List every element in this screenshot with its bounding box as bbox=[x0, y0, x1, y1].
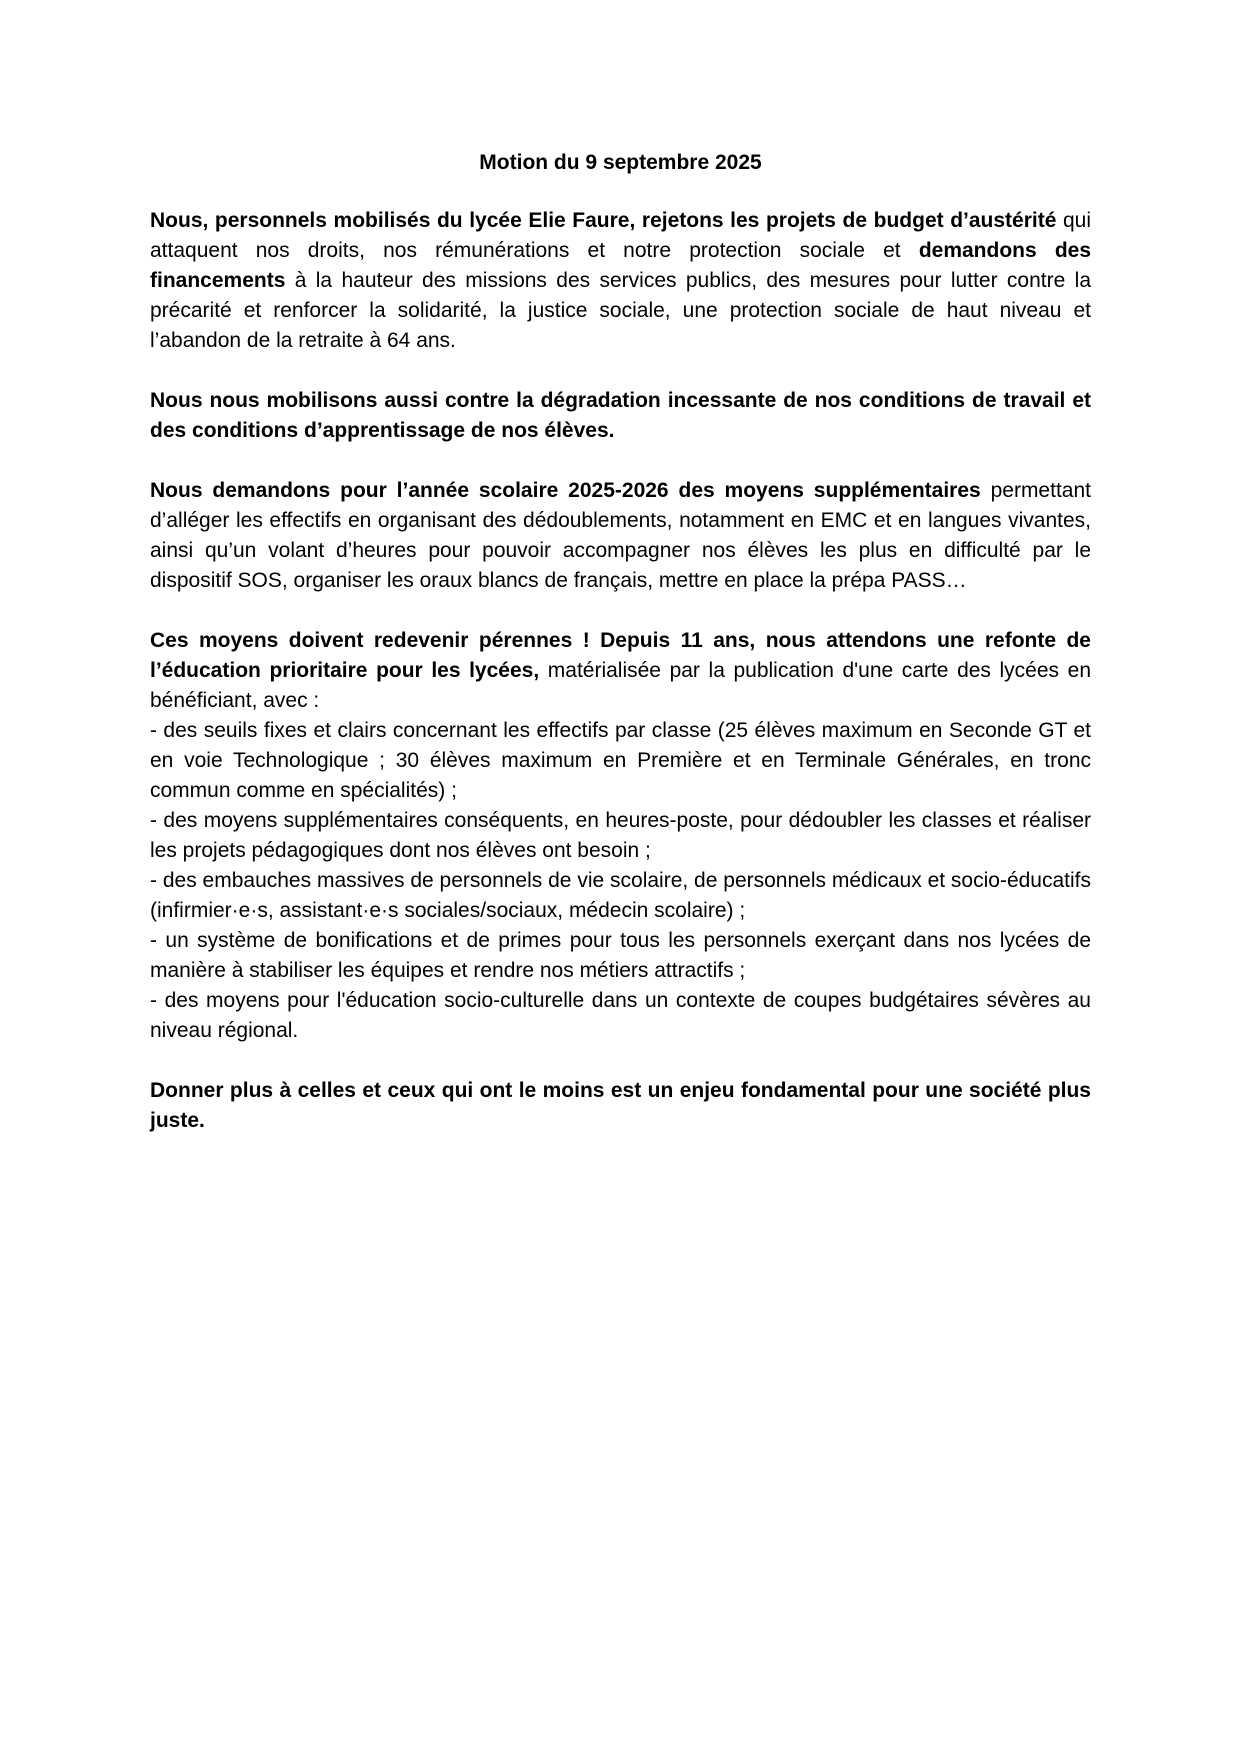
paragraph-moyens bbox=[150, 476, 1091, 596]
paragraph-moyens-text: permettant d’alléger les effectifs en organisant des dédoublements, notamment en EMC et en langues vivantes, ainsi qu’un volant d’heures pour pouvoir accompagner nos élèves les plus en difficulté par le dispositif SOS, organiser les oraux blancs de français, mettre en place la prépa PASS… bbox=[150, 479, 1091, 592]
list-item: - un système de bonifications et de primes pour tous les personnels exerçant dans nos lycées de manière à stabiliser les équipes et rendre nos métiers attractifs ; bbox=[150, 929, 1091, 982]
paragraph-conclusion: Donner plus à celles et ceux qui ont le moins est un enjeu fondamental pour une société plus juste. bbox=[150, 1079, 1091, 1132]
paragraph-education-prioritaire-text: matérialisée par la publication d'une carte des lycées en bénéficiant, avec : bbox=[150, 659, 1091, 712]
list-item: - des moyens supplémentaires conséquents, en heures-poste, pour dédoubler les classes et réaliser les projets pédagogiques dont nos élèves ont besoin ; bbox=[150, 809, 1091, 862]
paragraph-budget-text-2: à la hauteur des missions des services publics, des mesures pour lutter contre la précarité et renforcer la solidarité, la justice sociale, une protection sociale de haut niveau et l’abandon de la retraite à 64 ans. bbox=[150, 269, 1091, 352]
document-page bbox=[150, 148, 1091, 1166]
paragraph-moyens-bold: Nous demandons pour l’année scolaire 2025-2026 des moyens supplémentaires bbox=[150, 479, 981, 502]
list-item: - des seuils fixes et clairs concernant les effectifs par classe (25 élèves maximum en Seconde GT et en voie Technologique ; 30 élèves maximum en Première et en Terminale Générales, en tronc commun comme en spécialités) ; bbox=[150, 719, 1091, 802]
paragraph-budget-bold-1: Nous, personnels mobilisés du lycée Elie Faure, rejetons les projets de budget d’austérité bbox=[150, 209, 1057, 232]
paragraph-budget-bold-2: demandons des financements bbox=[150, 239, 1092, 292]
list-item: - des moyens pour l'éducation socio-culturelle dans un contexte de coupes budgétaires sévères au niveau régional. bbox=[150, 989, 1091, 1042]
paragraph-conditions: Nous nous mobilisons aussi contre la dégradation incessante de nos conditions de travail et des conditions d’apprentissage de nos élèves. bbox=[150, 389, 1091, 442]
paragraph-budget bbox=[150, 206, 1091, 356]
demands-section bbox=[150, 626, 1091, 1046]
paragraph-education-prioritaire-bold: Ces moyens doivent redevenir pérennes ! Depuis 11 ans, nous attendons une refonte de l’éducation prioritaire pour les lycées, bbox=[150, 629, 1091, 682]
paragraph-budget-text-1: qui attaquent nos droits, nos rémunérations et notre protection sociale et bbox=[150, 209, 1092, 262]
document-title: Motion du 9 septembre 2025 bbox=[479, 151, 762, 174]
list-item: - des embauches massives de personnels de vie scolaire, de personnels médicaux et socio-éducatifs (infirmier·e·s, assistant·e·s sociales/sociaux, médecin scolaire) ; bbox=[150, 869, 1091, 922]
paragraph-education-prioritaire bbox=[150, 626, 1091, 716]
